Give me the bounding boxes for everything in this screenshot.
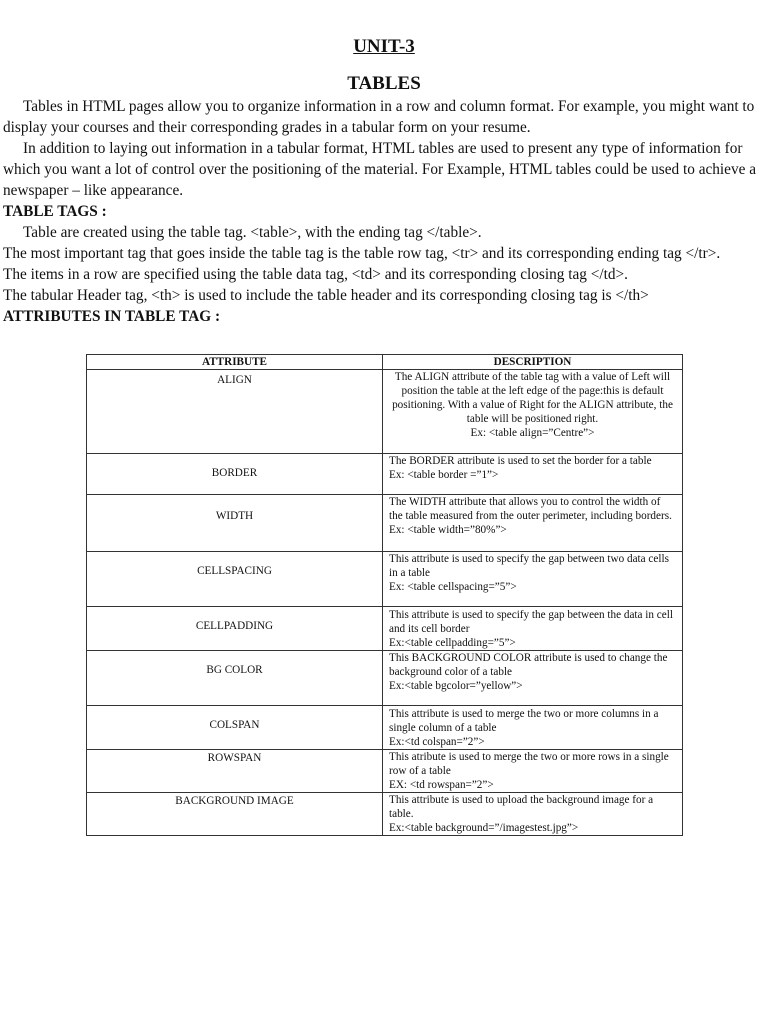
- table-row: [87, 370, 683, 454]
- unit-title: UNIT-3: [353, 36, 415, 57]
- table-row: [87, 793, 683, 836]
- description-text: This attribute is used to specify the gap between two data cells in a table: [389, 553, 669, 579]
- header-description: DESCRIPTION: [383, 355, 683, 370]
- intro-paragraph-2: In addition to laying out information in a tabular format, HTML tables are used to present any type of information for which you want a lot of control over the positioning of the material. For Example, HTML tables could be used to achieve a newspaper – like appearance.: [3, 140, 757, 199]
- table-tags-line-3: The items in a row are specified using the table data tag, <td> and its corresponding closing tag </td>.: [3, 266, 628, 283]
- description-text: This attribute is used to specify the gap between the data in cell and its cell border: [389, 609, 673, 635]
- table-row: [87, 552, 683, 607]
- attributes-table: [86, 354, 683, 836]
- attribute-description-cell: [383, 750, 683, 793]
- description-text: The ALIGN attribute of the table tag with a value of Left will position the table at the left edge of the page:this is default positioning. With a value of Right for the ALIGN attribute, the table will be positioned right.: [392, 371, 673, 425]
- attributes-heading: ATTRIBUTES IN TABLE TAG :: [3, 308, 221, 325]
- attribute-name-cell: CELLPADDING: [87, 607, 383, 651]
- table-row: [87, 607, 683, 651]
- table-tags-heading: TABLE TAGS :: [3, 203, 107, 220]
- description-text: The BORDER attribute is used to set the border for a table: [389, 455, 652, 467]
- intro-paragraph-1: Tables in HTML pages allow you to organize information in a row and column format. For example, you might want to display your courses and their corresponding grades in a tabular form on your resume.: [3, 98, 755, 136]
- description-example: EX: <td rowspan=”2”>: [389, 779, 494, 791]
- attribute-description-cell: [383, 552, 683, 607]
- description-example: Ex: <table width=”80%”>: [389, 524, 507, 536]
- table-row: [87, 495, 683, 552]
- attribute-description-cell: [383, 495, 683, 552]
- description-example: Ex: <table align=”Centre”>: [470, 427, 595, 439]
- description-example: Ex: <table cellspacing=”5”>: [389, 581, 517, 593]
- description-example: Ex:<td colspan=”2”>: [389, 736, 485, 748]
- attribute-description-cell: [383, 793, 683, 836]
- description-example: Ex:<table background=”/imagestest.jpg”>: [389, 822, 579, 834]
- table-tags-line-2: The most important tag that goes inside the table tag is the table row tag, <tr> and its corresponding ending tag </tr>.: [3, 245, 721, 262]
- table-tags-line-1: Table are created using the table tag. <table>, with the ending tag </table>.: [23, 224, 482, 241]
- description-text: This BACKGROUND COLOR attribute is used to change the background color of a table: [389, 652, 668, 678]
- attribute-description-cell: [383, 607, 683, 651]
- description-example: Ex:<table cellpadding=”5”>: [389, 637, 516, 649]
- description-example: Ex: <table border =”1”>: [389, 469, 499, 481]
- attribute-name-cell: ROWSPAN: [87, 750, 383, 793]
- table-row: [87, 454, 683, 495]
- attribute-description-cell: [383, 706, 683, 750]
- table-row: [87, 750, 683, 793]
- description-example: Ex:<table bgcolor=”yellow”>: [389, 680, 523, 692]
- attribute-description-cell: [383, 370, 683, 454]
- document-body: [3, 96, 765, 327]
- attribute-description-cell: [383, 454, 683, 495]
- attribute-name-cell: BACKGROUND IMAGE: [87, 793, 383, 836]
- header-attribute: ATTRIBUTE: [87, 355, 383, 370]
- description-text: The WIDTH attribute that allows you to control the width of the table measured from the outer perimeter, including borders.: [389, 496, 672, 522]
- table-header-row: [87, 355, 683, 370]
- page-title: TABLES: [347, 73, 421, 94]
- description-text: This attribute is used to merge the two or more columns in a single column of a table: [389, 708, 659, 734]
- attribute-name-cell: CELLSPACING: [87, 552, 383, 607]
- table-row: [87, 651, 683, 706]
- attribute-name-cell: WIDTH: [87, 495, 383, 552]
- attribute-name-cell: COLSPAN: [87, 706, 383, 750]
- table-row: [87, 706, 683, 750]
- description-text: This atribute is used to merge the two or more rows in a single row of a table: [389, 751, 669, 777]
- attribute-name-cell: ALIGN: [87, 370, 383, 454]
- table-tags-line-4: The tabular Header tag, <th> is used to include the table header and its corresponding closing tag is </th>: [3, 287, 649, 304]
- attribute-description-cell: [383, 651, 683, 706]
- description-text: This attribute is used to upload the background image for a table.: [389, 794, 654, 820]
- attribute-name-cell: BORDER: [87, 454, 383, 495]
- attribute-name-cell: BG COLOR: [87, 651, 383, 706]
